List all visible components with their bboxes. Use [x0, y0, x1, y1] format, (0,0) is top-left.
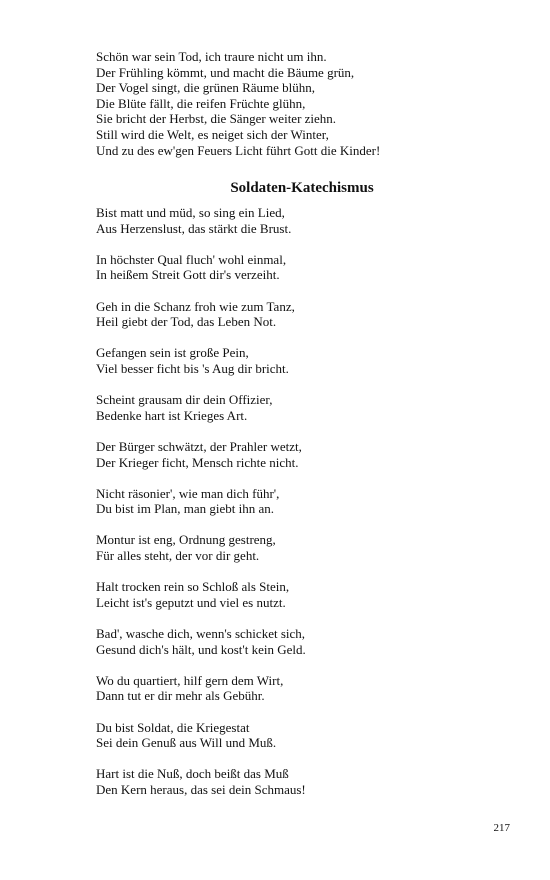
poem-line: Dann tut er dir mehr als Gebühr.: [96, 688, 265, 704]
poem-line: Du bist im Plan, man giebt ihn an.: [96, 501, 275, 517]
poem-body: [96, 205, 496, 813]
stanza: [96, 486, 496, 517]
poem-line: Sie bricht der Herbst, die Sänger weiter ziehn.: [96, 111, 337, 127]
poem-line: Wo du quartiert, hilf gern dem Wirt,: [96, 672, 284, 688]
poem-line: Den Kern heraus, das sei dein Schmaus!: [96, 781, 306, 797]
poem-line: Viel besser ficht bis 's Aug dir bricht.: [96, 360, 289, 376]
poem-line: Der Vogel singt, die grünen Räume blühn,: [96, 80, 316, 96]
poem-line: Nicht räsonier', wie man dich führ',: [96, 485, 280, 501]
poem-line: Für alles steht, der vor dir geht.: [96, 548, 260, 564]
stanza: [96, 579, 496, 610]
poem-line: In höchster Qual fluch' wohl einmal,: [96, 251, 287, 267]
poem-line: Still wird die Welt, es neiget sich der Winter,: [96, 126, 329, 142]
poem-line: Heil giebt der Tod, das Leben Not.: [96, 314, 277, 330]
poem-line: Bedenke hart ist Krieges Art.: [96, 407, 248, 423]
poem-line: Sei dein Genuß aus Will und Muß.: [96, 735, 277, 751]
poem-line: Und zu des ew'gen Feuers Licht führt Gott die Kinder!: [96, 142, 381, 158]
poem-line: Du bist Soldat, die Kriegestat: [96, 719, 250, 735]
poem-line: In heißem Streit Gott dir's verzeiht.: [96, 267, 280, 283]
stanza: [96, 392, 496, 423]
poem-line: Der Krieger ficht, Mensch richte nicht.: [96, 454, 299, 470]
poem-line: Halt trocken rein so Schloß als Stein,: [96, 579, 290, 595]
poem-line: Die Blüte fällt, die reifen Früchte glühn,: [96, 95, 306, 111]
poem-line: Gesund dich's hält, und kost't kein Geld.: [96, 641, 306, 657]
poem-line: Leicht ist's geputzt und viel es nutzt.: [96, 594, 286, 610]
stanza: [96, 345, 496, 376]
stanza: [96, 439, 496, 470]
stanza: [96, 673, 496, 704]
poem-line: Der Bürger schwätzt, der Prahler wetzt,: [96, 438, 302, 454]
poem-line: Der Frühling kömmt, und macht die Bäume grün,: [96, 64, 355, 80]
poem-line: Scheint grausam dir dein Offizier,: [96, 392, 273, 408]
poem-line: Schön war sein Tod, ich traure nicht um ihn.: [96, 49, 327, 64]
stanza: [96, 626, 496, 657]
stanza: [96, 252, 496, 283]
stanza: [96, 205, 496, 236]
stanza: [96, 532, 496, 563]
page-number: 217: [493, 822, 510, 834]
stanza: [96, 766, 496, 797]
poem-line: Geh in die Schanz froh wie zum Tanz,: [96, 298, 295, 314]
previous-poem-ending: [96, 49, 496, 158]
poem-line: Bist matt und müd, so sing ein Lied,: [96, 205, 285, 220]
poem-title: Soldaten-Katechismus: [230, 180, 374, 196]
poem-line: Bad', wasche dich, wenn's schicket sich,: [96, 626, 306, 642]
poem-line: Gefangen sein ist große Pein,: [96, 345, 249, 361]
poem-line: Hart ist die Nuß, doch beißt das Muß: [96, 766, 289, 782]
stanza: [96, 299, 496, 330]
poem-line: Montur ist eng, Ordnung gestreng,: [96, 532, 276, 548]
poem-line: Aus Herzenslust, das stärkt die Brust.: [96, 220, 292, 236]
stanza: [96, 720, 496, 751]
